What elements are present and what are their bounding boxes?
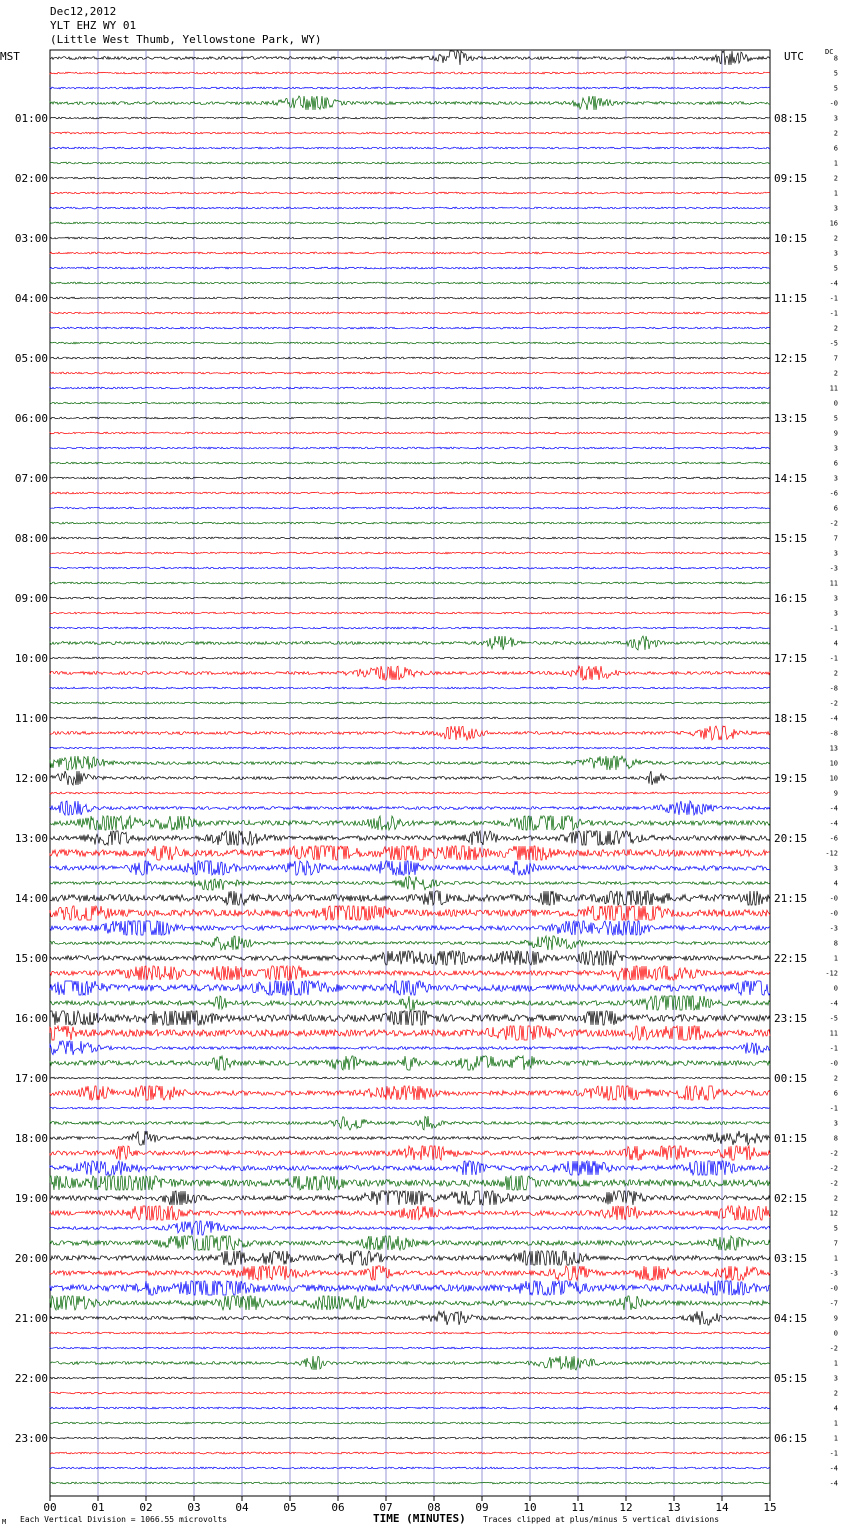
trace-row bbox=[50, 996, 770, 1010]
dc-offset-label: 1 bbox=[833, 1359, 838, 1368]
dc-offset-label: -5 bbox=[829, 1014, 838, 1023]
trace-row bbox=[50, 1026, 770, 1040]
trace-row bbox=[50, 282, 770, 284]
hour-label-utc: 08:15 bbox=[774, 112, 808, 125]
hour-label-utc: 09:15 bbox=[774, 172, 808, 185]
trace-row bbox=[50, 1407, 770, 1409]
dc-offset-label: 6 bbox=[833, 504, 838, 513]
trace-row bbox=[50, 177, 770, 179]
trace-row bbox=[50, 96, 770, 110]
trace-row bbox=[50, 537, 770, 539]
hour-label-utc: 01:15 bbox=[774, 1132, 808, 1145]
dc-offset-label: 13 bbox=[829, 744, 838, 753]
dc-offset-label: 0 bbox=[833, 1329, 838, 1338]
trace-row bbox=[50, 816, 770, 830]
dc-offset-label: -4 bbox=[829, 1479, 838, 1488]
hour-label-mst: 08:00 bbox=[14, 532, 48, 545]
dc-offset-label: -0 bbox=[829, 1059, 838, 1068]
trace-row bbox=[50, 582, 770, 584]
trace-row bbox=[50, 861, 770, 875]
dc-offset-label: 7 bbox=[833, 354, 838, 363]
dc-offset-label: 2 bbox=[833, 369, 838, 378]
dc-offset-label: 3 bbox=[833, 474, 838, 483]
trace-row bbox=[50, 87, 770, 89]
dc-offset-label: -2 bbox=[829, 1164, 838, 1173]
dc-offset-label: 2 bbox=[833, 1194, 838, 1203]
dc-offset-label: 3 bbox=[833, 609, 838, 618]
trace-row bbox=[50, 1041, 770, 1055]
trace-row bbox=[50, 1161, 770, 1175]
dc-offset-label: 2 bbox=[833, 234, 838, 243]
trace-row bbox=[50, 1356, 770, 1370]
trace-row bbox=[50, 921, 770, 935]
hour-label-mst: 22:00 bbox=[14, 1372, 48, 1385]
x-tick-label: 08 bbox=[427, 1501, 441, 1514]
dc-offset-label: -4 bbox=[829, 279, 838, 288]
trace-row bbox=[50, 222, 770, 224]
trace-row bbox=[50, 966, 770, 980]
trace-row bbox=[50, 237, 770, 239]
trace-row bbox=[50, 552, 770, 554]
hour-label-mst: 05:00 bbox=[14, 352, 48, 365]
dc-offset-label: 5 bbox=[833, 414, 838, 423]
trace-row bbox=[50, 687, 770, 689]
dc-offset-label: -8 bbox=[829, 729, 838, 738]
clipping-note: Traces clipped at plus/minus 5 vertical divisions bbox=[483, 1515, 720, 1524]
dc-offset-label: 3 bbox=[833, 249, 838, 258]
trace-row bbox=[50, 567, 770, 569]
dc-offset-label: -1 bbox=[829, 309, 838, 318]
dc-offset-label: 1 bbox=[833, 954, 838, 963]
hour-label-mst: 02:00 bbox=[14, 172, 48, 185]
trace-row bbox=[50, 1296, 770, 1310]
dc-offset-label: 1 bbox=[833, 189, 838, 198]
dc-offset-label: 4 bbox=[833, 879, 838, 888]
dc-offset-label: 10 bbox=[829, 759, 838, 768]
trace-row bbox=[50, 327, 770, 329]
dc-offset-label: 11 bbox=[829, 579, 838, 588]
hour-label-mst: 23:00 bbox=[14, 1432, 48, 1445]
dc-offset-label: -3 bbox=[829, 1269, 838, 1278]
dc-offset-label: 7 bbox=[833, 534, 838, 543]
trace-row bbox=[50, 1422, 770, 1424]
trace-row bbox=[50, 357, 770, 359]
trace-row bbox=[50, 1482, 770, 1484]
dc-offset-label: 6 bbox=[833, 144, 838, 153]
trace-row bbox=[50, 1146, 770, 1160]
trace-row bbox=[50, 1251, 770, 1265]
trace-row bbox=[50, 1191, 770, 1205]
dc-offset-label: -12 bbox=[825, 969, 838, 978]
dc-offset-label: -2 bbox=[829, 1149, 838, 1158]
dc-offset-label: 6 bbox=[833, 459, 838, 468]
dc-offset-label: -1 bbox=[829, 294, 838, 303]
dc-offset-label: -12 bbox=[825, 849, 838, 858]
dc-offset-label: -3 bbox=[829, 924, 838, 933]
trace-row bbox=[50, 492, 770, 494]
dc-offset-label: -6 bbox=[829, 489, 838, 498]
dc-offset-label: 3 bbox=[833, 114, 838, 123]
dc-offset-label: 1 bbox=[833, 1254, 838, 1263]
trace-row bbox=[50, 1467, 770, 1469]
trace-row bbox=[50, 417, 770, 419]
dc-offset-label: -4 bbox=[829, 1464, 838, 1473]
dc-offset-label: 9 bbox=[833, 429, 838, 438]
trace-row bbox=[50, 162, 770, 164]
dc-offset-label: 2 bbox=[833, 669, 838, 678]
dc-offset-label: 8 bbox=[833, 939, 838, 948]
trace-row bbox=[50, 387, 770, 389]
trace-row bbox=[50, 981, 770, 995]
trace-row bbox=[50, 72, 770, 74]
trace-row bbox=[50, 297, 770, 299]
dc-offset-header: DC bbox=[825, 48, 834, 56]
dc-offset-label: -2 bbox=[829, 519, 838, 528]
trace-row bbox=[50, 192, 770, 194]
trace-row bbox=[50, 1236, 770, 1250]
trace-row bbox=[50, 666, 770, 680]
dc-offset-label: 5 bbox=[833, 1224, 838, 1233]
dc-offset-label: -2 bbox=[829, 699, 838, 708]
dc-offset-label: 4 bbox=[833, 639, 838, 648]
hour-label-utc: 11:15 bbox=[774, 292, 808, 305]
vertical-division-note: Each Vertical Division = 1066.55 microvolts bbox=[20, 1515, 228, 1524]
hour-label-utc: 17:15 bbox=[774, 652, 808, 665]
hour-label-mst: 15:00 bbox=[14, 952, 48, 965]
hour-label-utc: 18:15 bbox=[774, 712, 808, 725]
trace-row bbox=[50, 402, 770, 404]
trace-row bbox=[50, 1332, 770, 1334]
hour-label-mst: 03:00 bbox=[14, 232, 48, 245]
dc-offset-label: 0 bbox=[833, 399, 838, 408]
x-tick-label: 12 bbox=[619, 1501, 633, 1514]
hour-label-mst: 11:00 bbox=[14, 712, 48, 725]
hour-label-mst: 19:00 bbox=[14, 1192, 48, 1205]
dc-offset-label: -1 bbox=[829, 624, 838, 633]
dc-offset-label: 5 bbox=[833, 264, 838, 273]
trace-row bbox=[50, 1107, 770, 1109]
dc-offset-label: -0 bbox=[829, 909, 838, 918]
dc-offset-label: 2 bbox=[833, 129, 838, 138]
station-code: YLT EHZ WY 01 bbox=[50, 19, 137, 32]
hour-label-utc: 00:15 bbox=[774, 1072, 808, 1085]
dc-offset-label: 2 bbox=[833, 1389, 838, 1398]
x-tick-label: 03 bbox=[187, 1501, 201, 1514]
trace-row bbox=[50, 1011, 770, 1025]
hour-label-utc: 15:15 bbox=[774, 532, 808, 545]
dc-offset-label: 3 bbox=[833, 549, 838, 558]
trace-row bbox=[50, 831, 770, 845]
trace-row bbox=[50, 726, 770, 740]
x-tick-label: 04 bbox=[235, 1501, 249, 1514]
trace-row bbox=[50, 876, 770, 890]
dc-offset-label: -5 bbox=[829, 339, 838, 348]
trace-row bbox=[50, 1392, 770, 1394]
x-tick-label: 13 bbox=[667, 1501, 681, 1514]
trace-row bbox=[50, 636, 770, 650]
trace-row bbox=[50, 756, 770, 770]
x-tick-label: 09 bbox=[475, 1501, 489, 1514]
dc-offset-label: 3 bbox=[833, 1374, 838, 1383]
hour-label-mst: 12:00 bbox=[14, 772, 48, 785]
dc-offset-label: -4 bbox=[829, 819, 838, 828]
trace-row bbox=[50, 1131, 770, 1145]
dc-offset-label: 8 bbox=[833, 1134, 838, 1143]
dc-offset-label: -1 bbox=[829, 1449, 838, 1458]
dc-offset-label: 6 bbox=[833, 1089, 838, 1098]
trace-row bbox=[50, 717, 770, 719]
trace-row bbox=[50, 1311, 770, 1325]
x-tick-label: 07 bbox=[379, 1501, 393, 1514]
dc-offset-label: -1 bbox=[829, 1044, 838, 1053]
trace-row bbox=[50, 372, 770, 374]
trace-row bbox=[50, 447, 770, 449]
hour-label-utc: 04:15 bbox=[774, 1312, 808, 1325]
dc-offset-label: 9 bbox=[833, 789, 838, 798]
hour-label-mst: 04:00 bbox=[14, 292, 48, 305]
trace-row bbox=[50, 1437, 770, 1439]
hour-label-mst: 01:00 bbox=[14, 112, 48, 125]
dc-offset-label: -4 bbox=[829, 714, 838, 723]
hour-label-utc: 14:15 bbox=[774, 472, 808, 485]
dc-offset-label: 7 bbox=[833, 1239, 838, 1248]
trace-row bbox=[50, 1266, 770, 1280]
dc-offset-label: 2 bbox=[833, 1074, 838, 1083]
trace-row bbox=[50, 207, 770, 209]
dc-offset-label: 2 bbox=[833, 174, 838, 183]
dc-offset-label: 12 bbox=[829, 1209, 838, 1218]
dc-offset-label: -1 bbox=[829, 654, 838, 663]
dc-offset-label: -0 bbox=[829, 1284, 838, 1293]
hour-label-mst: 09:00 bbox=[14, 592, 48, 605]
trace-row bbox=[50, 522, 770, 524]
x-tick-label: 00 bbox=[43, 1501, 57, 1514]
dc-offset-label: -8 bbox=[829, 684, 838, 693]
trace-row bbox=[50, 252, 770, 254]
trace-row bbox=[50, 906, 770, 920]
dc-offset-label: 5 bbox=[833, 84, 838, 93]
trace-row bbox=[50, 312, 770, 314]
hour-label-utc: 03:15 bbox=[774, 1252, 808, 1265]
dc-offset-label: -4 bbox=[829, 999, 838, 1008]
trace-row bbox=[50, 1377, 770, 1379]
dc-offset-label: 5 bbox=[833, 69, 838, 78]
hour-label-mst: 21:00 bbox=[14, 1312, 48, 1325]
hour-label-mst: 07:00 bbox=[14, 472, 48, 485]
trace-row bbox=[50, 1056, 770, 1070]
x-axis-label: TIME (MINUTES) bbox=[373, 1512, 466, 1525]
dc-offset-label: -7 bbox=[829, 1299, 838, 1308]
x-tick-label: 02 bbox=[139, 1501, 153, 1514]
trace-row bbox=[50, 1077, 770, 1079]
x-tick-label: 06 bbox=[331, 1501, 345, 1514]
hour-label-mst: 17:00 bbox=[14, 1072, 48, 1085]
hour-label-utc: 12:15 bbox=[774, 352, 808, 365]
dc-offset-label: -6 bbox=[829, 834, 838, 843]
trace-row bbox=[50, 147, 770, 149]
hour-label-utc: 05:15 bbox=[774, 1372, 808, 1385]
trace-row bbox=[50, 432, 770, 434]
trace-row bbox=[50, 117, 770, 119]
dc-offset-label: 1 bbox=[833, 159, 838, 168]
trace-row bbox=[50, 702, 770, 704]
trace-row bbox=[50, 1206, 770, 1220]
dc-offset-label: 9 bbox=[833, 1314, 838, 1323]
hour-label-utc: 23:15 bbox=[774, 1012, 808, 1025]
trace-row bbox=[50, 477, 770, 479]
record-date: Dec12,2012 bbox=[50, 5, 117, 18]
right-timezone-label: UTC bbox=[784, 50, 804, 63]
trace-row bbox=[50, 891, 770, 905]
hour-label-utc: 10:15 bbox=[774, 232, 808, 245]
trace-row bbox=[50, 771, 770, 785]
dc-offset-label: -2 bbox=[829, 1344, 838, 1353]
dc-offset-label: -3 bbox=[829, 564, 838, 573]
dc-offset-label: 3 bbox=[833, 864, 838, 873]
dc-offset-label: 16 bbox=[829, 219, 838, 228]
x-tick-label: 11 bbox=[571, 1501, 585, 1514]
dc-offset-label: 8 bbox=[833, 54, 838, 63]
trace-row bbox=[50, 267, 770, 269]
trace-row bbox=[50, 612, 770, 614]
corner-mark: M bbox=[2, 1518, 7, 1526]
dc-offset-label: -0 bbox=[829, 894, 838, 903]
dc-offset-label: 3 bbox=[833, 594, 838, 603]
trace-row bbox=[50, 657, 770, 659]
x-tick-label: 01 bbox=[91, 1501, 105, 1514]
trace-row bbox=[50, 462, 770, 464]
trace-row bbox=[50, 1086, 770, 1100]
station-location: (Little West Thumb, Yellowstone Park, WY) bbox=[50, 33, 322, 46]
x-tick-label: 05 bbox=[283, 1501, 297, 1514]
dc-offset-label: -2 bbox=[829, 1179, 838, 1188]
dc-offset-label: 3 bbox=[833, 444, 838, 453]
dc-offset-label: 3 bbox=[833, 204, 838, 213]
trace-row bbox=[50, 507, 770, 509]
trace-row bbox=[50, 51, 770, 65]
trace-row bbox=[50, 1347, 770, 1349]
hour-label-mst: 20:00 bbox=[14, 1252, 48, 1265]
dc-offset-label: 4 bbox=[833, 1404, 838, 1413]
trace-row bbox=[50, 132, 770, 134]
hour-label-utc: 16:15 bbox=[774, 592, 808, 605]
dc-offset-label: 10 bbox=[829, 774, 838, 783]
trace-row bbox=[50, 1452, 770, 1454]
dc-offset-label: 0 bbox=[833, 984, 838, 993]
hour-label-utc: 02:15 bbox=[774, 1192, 808, 1205]
hour-label-utc: 13:15 bbox=[774, 412, 808, 425]
trace-row bbox=[50, 342, 770, 344]
dc-offset-label: 1 bbox=[833, 1419, 838, 1428]
hour-label-utc: 21:15 bbox=[774, 892, 808, 905]
x-tick-label: 15 bbox=[763, 1501, 777, 1514]
hour-label-mst: 14:00 bbox=[14, 892, 48, 905]
trace-row bbox=[50, 951, 770, 965]
x-tick-label: 14 bbox=[715, 1501, 729, 1514]
x-tick-label: 10 bbox=[523, 1501, 537, 1514]
hour-label-mst: 10:00 bbox=[14, 652, 48, 665]
left-timezone-label: MST bbox=[0, 50, 20, 63]
hour-label-utc: 22:15 bbox=[774, 952, 808, 965]
dc-offset-label: 1 bbox=[833, 1434, 838, 1443]
hour-label-utc: 20:15 bbox=[774, 832, 808, 845]
trace-row bbox=[50, 1221, 770, 1235]
hour-label-utc: 06:15 bbox=[774, 1432, 808, 1445]
hour-label-mst: 13:00 bbox=[14, 832, 48, 845]
trace-row bbox=[50, 627, 770, 629]
trace-row bbox=[50, 846, 770, 860]
dc-offset-label: 11 bbox=[829, 1029, 838, 1038]
dc-offset-label: 2 bbox=[833, 324, 838, 333]
dc-offset-label: 3 bbox=[833, 1119, 838, 1128]
trace-row bbox=[50, 1176, 770, 1190]
trace-row bbox=[50, 801, 770, 815]
hour-label-mst: 16:00 bbox=[14, 1012, 48, 1025]
dc-offset-label: 11 bbox=[829, 384, 838, 393]
dc-offset-label: -0 bbox=[829, 99, 838, 108]
trace-row bbox=[50, 747, 770, 749]
trace-row bbox=[50, 936, 770, 950]
trace-row bbox=[50, 597, 770, 599]
hour-label-mst: 06:00 bbox=[14, 412, 48, 425]
trace-row bbox=[50, 1281, 770, 1295]
dc-offset-label: -1 bbox=[829, 1104, 838, 1113]
trace-row bbox=[50, 1116, 770, 1130]
hour-label-mst: 18:00 bbox=[14, 1132, 48, 1145]
trace-row bbox=[50, 792, 770, 794]
hour-label-utc: 19:15 bbox=[774, 772, 808, 785]
dc-offset-label: -4 bbox=[829, 804, 838, 813]
